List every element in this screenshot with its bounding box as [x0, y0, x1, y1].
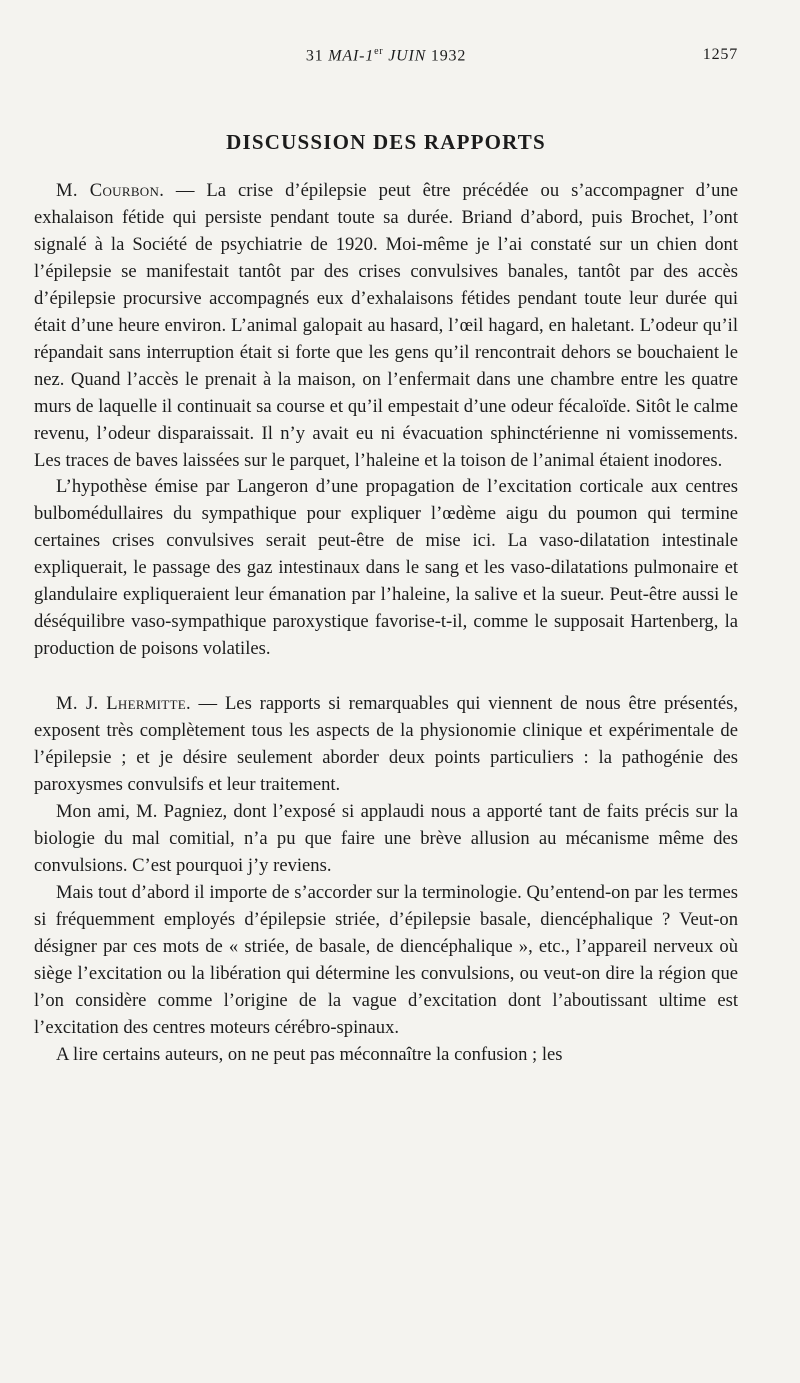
date-year: 1932 — [430, 47, 467, 65]
speaker-name-courbon: Courbon — [89, 180, 160, 201]
speaker-prefix: M. J. — [56, 693, 99, 715]
date-day: 31 — [305, 47, 324, 65]
paragraph-terminology: Mais tout d’abord il importe de s’accorder sur la terminologie. Qu’entend-on par les termes si fréquemment employés d’épilepsie striée, d’épilepsie basale, diencéphalique ? Veut-on désigner par ces mots de « striée, de basale, de diencéphalique », etc., l’appareil nerveux où siège l’excitation ou la libération qui détermine les convulsions, ou veut-on dire la région que l’on considère comme l’origine de la vague d’excitation dont l’aboutissant ultime est l’excitation des centres moteurs cérébro-spinaux. — [34, 881, 738, 1038]
article-body — [34, 178, 738, 1069]
paragraph-hypothesis: L’hypothèse émise par Langeron d’une propagation de l’excitation corticale aux centres bulbomédullaires du sympathique pour expliquer l’œdème aigu du poumon qui termine certaines crises convulsives serait peut-être de mise ici. La vaso-dilatation intestinale expliquerait, le passage des gaz intestinaux dans le sang et les vaso-dilatations pulmonaire et glandulaire expliqueraient leur émanation par l’haleine, la salive et la sueur. Peut-être aussi le déséquilibre vaso-sympathique paroxystique favorise-t-il, comme le supposait Hartenberg, la production de poisons volatiles. — [34, 476, 738, 660]
paragraph-lhermitte — [34, 691, 738, 799]
paragraph-pagniez: Mon ami, M. Pagniez, dont l’exposé si applaudi nous a apporté tant de faits précis sur la biologie du mal comitial, n’a pu que faire une brève allusion au mécanisme même des convulsions. C’est pourquoi j’y reviens. — [34, 800, 738, 876]
date-superscript: er — [374, 46, 384, 57]
date-month-may: MAI-1 — [328, 47, 375, 65]
paragraph-confusion: A lire certains auteurs, on ne peut pas méconnaître la confusion ; les — [56, 1043, 563, 1065]
paragraph-courbon — [34, 178, 738, 474]
speaker-prefix: M. — [56, 180, 78, 201]
running-head — [34, 46, 738, 74]
page-number: 1257 — [702, 46, 738, 63]
paragraph-text: . — Les rapports si remarquables qui viennent de nous être présentés, exposent très complètement tous les aspects de la physionomie clinique et expérimentale de l’épilepsie ; et je désire seulement aborder deux points particuliers : la pathogénie des paroxysmes convulsifs et leur traitement. — [34, 693, 738, 796]
date-month-june: JUIN — [388, 47, 427, 65]
paragraph-text: . — La crise d’épilepsie peut être précédée ou s’accompagner d’une exhalaison fétide qui persiste pendant toute sa durée. Briand d’abord, puis Brochet, l’ont signalé à la Société de psychiatrie de 1920. Moi-même je l’ai constaté sur un chien dont l’épilepsie se manifestait tantôt par des crises convulsives banales, tantôt par des accès d’épilepsie procursive accompagnés eux d’exhalaisons fétides pendant toute leur durée qui était d’une heure environ. L’animal galopait au hasard, l’œil hagard, en haletant. L’odeur qu’il répandait sans interruption était si forte que les gens qu’il rencontrait dehors se bouchaient le nez. Quand l’accès le prenait à la maison, on l’enfermait dans une chambre entre les quatre murs de laquelle il continuait sa course et qu’il empestait d’une odeur fécaloïde. Sitôt le calme revenu, l’odeur disparaissait. Il n’y avait eu ni évacuation sphinctérienne ni vomissements. Les traces de baves laissées sur le parquet, l’haleine et la toison de l’animal étaient inodores. — [34, 180, 738, 471]
section-title: DISCUSSION DES RAPPORTS — [226, 130, 546, 154]
speaker-name-lhermitte: Lhermitte — [106, 693, 187, 715]
issue-date — [34, 46, 738, 65]
